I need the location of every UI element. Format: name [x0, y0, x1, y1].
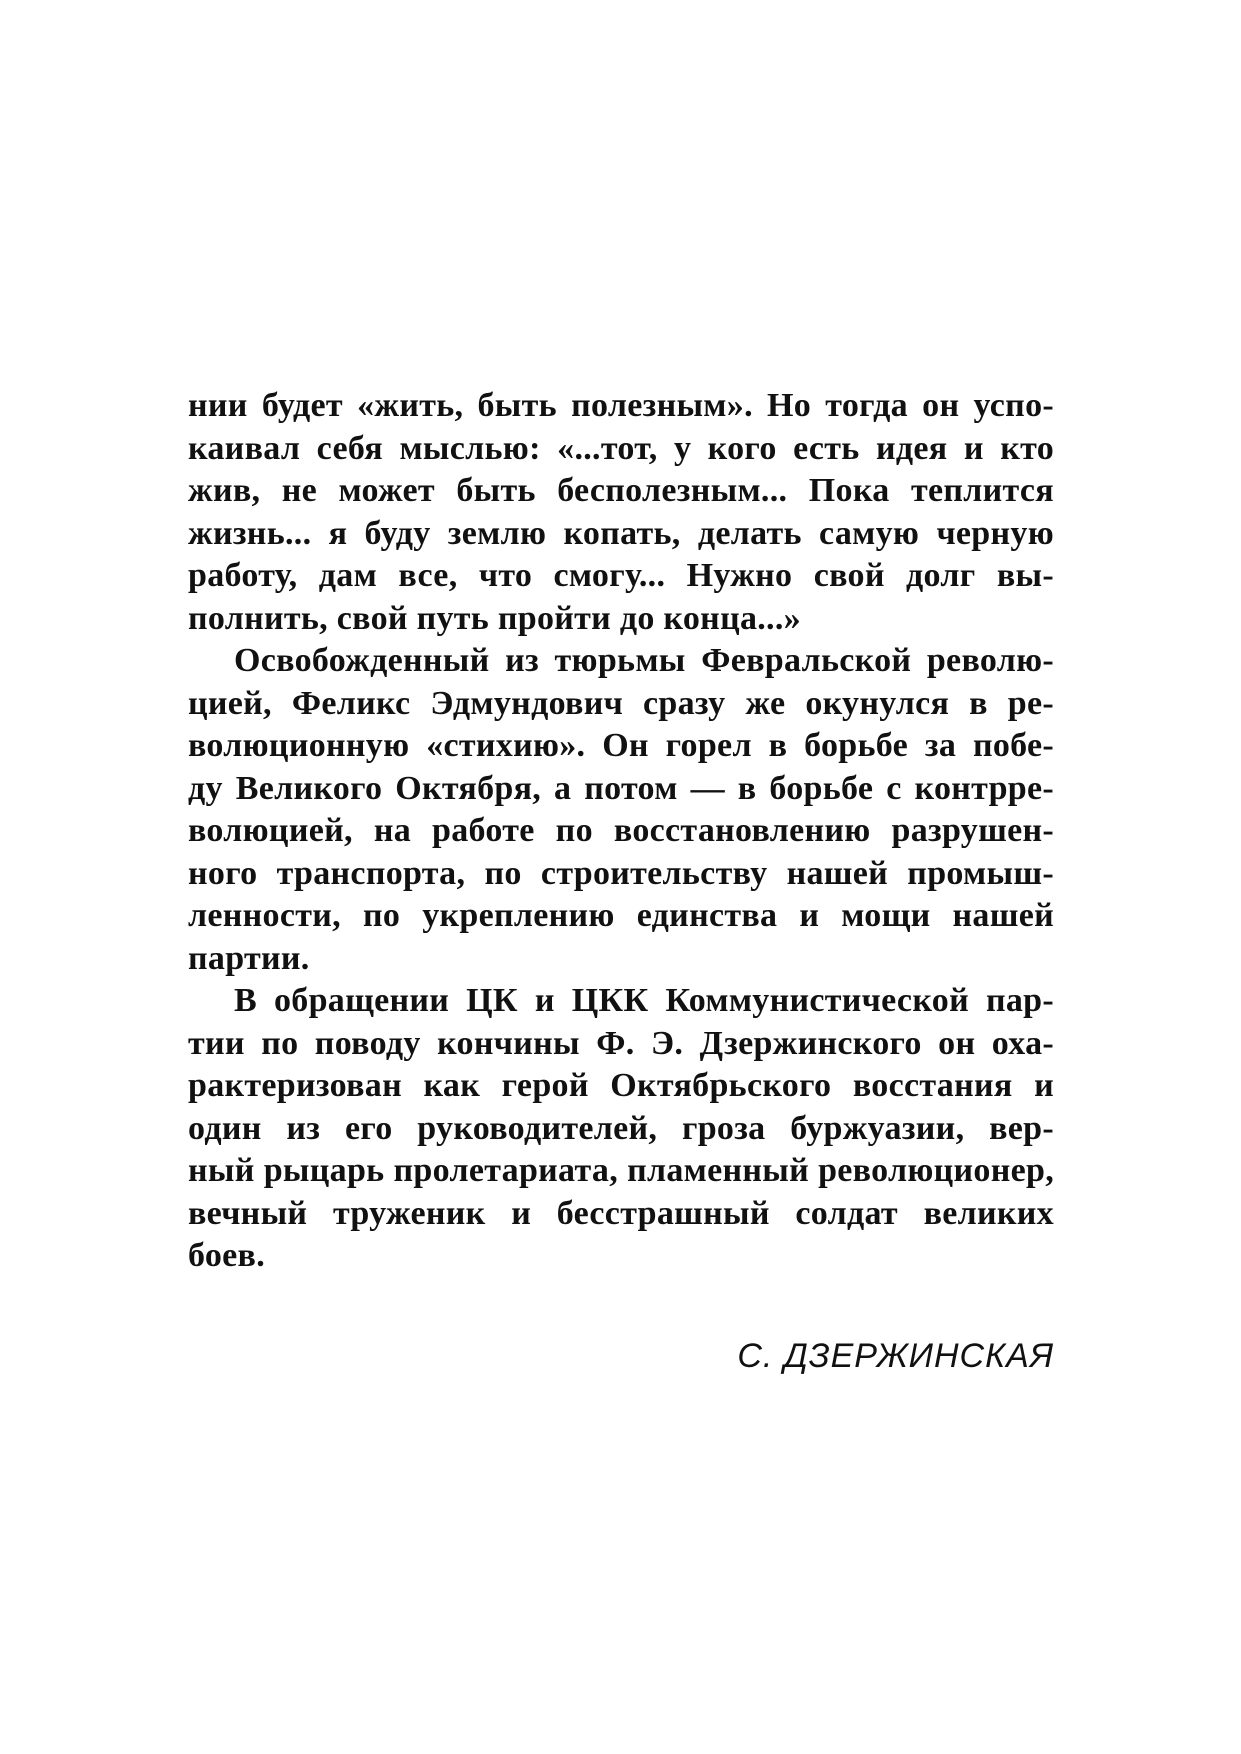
paragraph-3 — [188, 980, 1054, 1278]
text-line: боев. — [188, 1237, 266, 1274]
text-line: жив, не может быть бесполезным... Пока теплится — [188, 472, 1054, 509]
text-line: работу, дам все, что смогу... Нужно свой долг вы- — [188, 557, 1054, 594]
text-line: цией, Феликс Эдмундович сразу же окунулся в ре- — [188, 684, 1054, 722]
text-line: тии по поводу кончины Ф. Э. Дзержинского он оха- — [188, 1024, 1054, 1062]
body-text — [188, 385, 1054, 1278]
text-line: ного транспорта, по строительству нашей промыш- — [188, 854, 1054, 892]
text-line: вечный труженик и бесстрашный солдат великих — [188, 1194, 1054, 1232]
paragraph-2 — [188, 640, 1054, 980]
paragraph-1 — [188, 385, 1054, 640]
text-line: волюцией, на работе по восстановлению разрушен- — [188, 812, 1054, 849]
text-line: ду Великого Октября, а потом — в борьбе с контрре- — [188, 769, 1054, 807]
text-line: нии будет «жить, быть полезным». Но тогда он успо- — [188, 387, 1054, 424]
text-line: жизнь... я буду землю копать, делать самую черную — [188, 514, 1054, 552]
text-line: В обращении ЦК и ЦКК Коммунистической пар- — [234, 982, 1054, 1019]
text-line: ный рыцарь пролетариата, пламенный революционер, — [188, 1152, 1054, 1189]
text-line: ленности, по укреплению единства и мощи нашей — [188, 897, 1054, 934]
text-line: один из его руководителей, гроза буржуазии, вер- — [188, 1109, 1054, 1147]
text-line: партии. — [188, 939, 310, 977]
text-line: каивал себя мыслью: «...тот, у кого есть идея и кто — [188, 429, 1054, 467]
author-signature: С. ДЗЕРЖИНСКАЯ — [737, 1337, 1054, 1375]
text-line: рактеризован как герой Октябрьского восстания и — [188, 1067, 1054, 1104]
text-line: волюционную «стихию». Он горел в борьбе за побе- — [188, 727, 1054, 764]
text-line: полнить, свой путь пройти до конца...» — [188, 599, 801, 637]
text-line: Освобожденный из тюрьмы Февральской револю- — [234, 642, 1054, 679]
